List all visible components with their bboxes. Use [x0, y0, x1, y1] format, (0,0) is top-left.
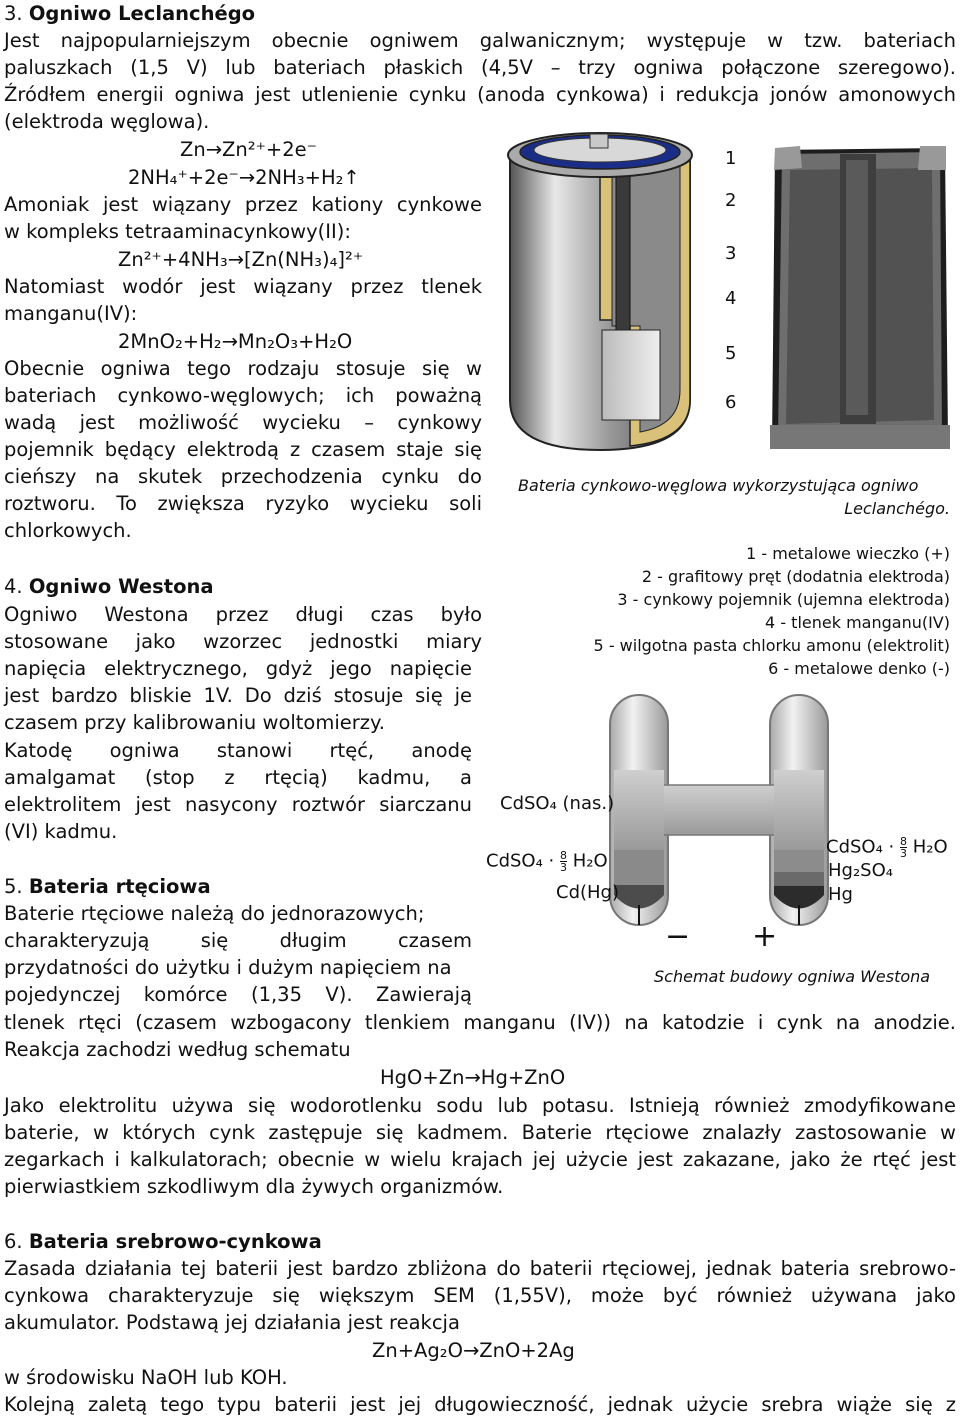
paragraph-line: Zasada działania tej baterii jest bardzo zbliżona do baterii rtęciowej, jednak bateria srebrowo-	[4, 1257, 956, 1280]
paragraph-line: cieńszy na skutek przechodzenia cynku do	[4, 465, 482, 488]
section-6-heading	[4, 1228, 322, 1255]
paragraph-line: wadą jest możliwość wycieku – cynkowy	[4, 411, 482, 434]
paragraph-line: napięcia elektrycznego, gdyż jego napięcie	[4, 657, 472, 680]
paragraph-line: Natomiast wodór jest wiązany przez tlenek	[4, 275, 482, 298]
paragraph-line: Katodę ogniwa stanowi rtęć, anodę	[4, 739, 472, 762]
section-3-heading	[4, 0, 255, 27]
equation-mercury: HgO+Zn→Hg+ZnO	[380, 1066, 566, 1089]
paragraph-line: pojemnik będący elektrodą z czasem staje się	[4, 438, 482, 461]
plus-terminal-icon: +	[752, 919, 778, 954]
equation-ammonium-reduction: 2NH₄⁺+2e⁻→2NH₃+H₂↑	[128, 166, 360, 189]
paragraph-line: Baterie rtęciowe należą do jednorazowych;	[4, 902, 425, 925]
paragraph-line: w kompleks tetraaminacynkowy(II):	[4, 220, 351, 243]
paragraph-line: amalgamat (stop z rtęcią) kadmu, a	[4, 766, 472, 789]
paragraph-line: akumulator. Podstawą jej działania jest reakcja	[4, 1311, 460, 1334]
paragraph-line: Źródłem energii ogniwa jest utlenienie cynku (anoda cynkowa) i redukcja jonów amonowych	[4, 83, 956, 106]
paragraph-line: Kolejną zaletą tego typu baterii jest jej długowieczność, jednak użycie srebra wiąże się z	[4, 1393, 956, 1416]
figure-1-caption: Leclanchégo.	[844, 499, 950, 518]
legend-item: 4 - tlenek manganu(IV)	[765, 613, 950, 632]
legend-item: 6 - metalowe denko (-)	[768, 659, 950, 678]
paragraph-line: Ogniwo Westona przez długi czas było	[4, 603, 482, 626]
weston-cell-diagram	[600, 690, 840, 940]
paragraph-line: w środowisku NaOH lub KOH.	[4, 1366, 288, 1389]
paragraph-line: (VI) kadmu.	[4, 820, 118, 843]
section-5-heading	[4, 873, 211, 900]
legend-item: 5 - wilgotna pasta chlorku amonu (elektrolit)	[593, 636, 950, 655]
legend-item: 2 - grafitowy pręt (dodatnia elektroda)	[641, 567, 950, 586]
equation-silver: Zn+Ag₂O→ZnO+2Ag	[372, 1339, 575, 1362]
equation-zn-oxidation: Zn→Zn²⁺+2e⁻	[180, 138, 317, 161]
paragraph-line: Jako elektrolitu używa się wodorotlenku sodu lub potasu. Istnieją również zmodyfikowane	[4, 1094, 956, 1117]
paragraph-line: pojedynczej komórce (1,35 V). Zawierają	[4, 983, 472, 1006]
paragraph-line: bateriach cynkowo-węglowych; ich poważną	[4, 384, 482, 407]
label-cdso4-hydrate-right: CdSO₄ · $\frac{8}{3}$ H₂O	[826, 835, 948, 860]
paragraph-line: czasem przy kalibrowaniu woltomierzy.	[4, 711, 385, 734]
paragraph-line: paluszkach (1,5 V) lub bateriach płaskich (4,5V – trzy ogniwa połączone szeregowo).	[4, 56, 956, 79]
paragraph-line: tlenek rtęci (czasem wzbogacony tlenkiem manganu (IV)) na katodzie i cynk na anodzie.	[4, 1011, 956, 1034]
section-4-number: 4.	[4, 575, 23, 598]
label-number: 3	[725, 243, 737, 264]
figure-1-caption: Bateria cynkowo-węglowa wykorzystująca ogniwo	[518, 476, 919, 495]
paragraph-line: Obecnie ogniwa tego rodzaju stosuje się w	[4, 357, 482, 380]
section-5-title: Bateria rtęciowa	[28, 875, 211, 898]
fraction: $\frac{8}{3}$	[899, 835, 907, 860]
paragraph-line: roztworu. To zwiększa ryzyko wycieku soli	[4, 492, 482, 515]
equation-zinc-complex: Zn²⁺+4NH₃→[Zn(NH₃)₄]²⁺	[118, 248, 364, 271]
battery-photo	[760, 140, 958, 460]
paragraph-line: Reakcja zachodzi według schematu	[4, 1038, 351, 1061]
label-number: 4	[725, 288, 737, 309]
paragraph-line: elektrolitem jest nasycony roztwór siarczanu	[4, 793, 472, 816]
legend-item: 1 - metalowe wieczko (+)	[746, 544, 950, 563]
battery-cutaway-illustration	[490, 120, 760, 465]
paragraph-line: charakteryzują się długim czasem	[4, 929, 472, 952]
paragraph-line: stosowane jako wzorzec jednostki miary	[4, 630, 482, 653]
section-6-number: 6.	[4, 1230, 23, 1253]
label-mercury: Hg	[828, 884, 853, 905]
section-4-heading	[4, 573, 214, 600]
paragraph-line: Jest najpopularniejszym obecnie ogniwem galwanicznym; występuje w tzw. bateriach	[4, 29, 956, 52]
paragraph-line: jest bardzo bliskie 1V. Do dziś stosuje się je	[4, 684, 472, 707]
paragraph-line: Amoniak jest wiązany przez kationy cynkowe	[4, 193, 482, 216]
label-mercurous-sulfate: Hg₂SO₄	[828, 860, 893, 881]
section-5-number: 5.	[4, 875, 23, 898]
paragraph-line: pierwiastkiem szkodliwym dla żywych organizmów.	[4, 1175, 504, 1198]
section-3-title: Ogniwo Leclanchégo	[28, 2, 256, 25]
paragraph-line: manganu(IV):	[4, 302, 138, 325]
paragraph-line: cynkowa charakteryzuje się większym SEM (1,55V), może być również używana jako	[4, 1284, 956, 1307]
label-cadmium-amalgam: Cd(Hg)	[556, 882, 619, 903]
legend-item: 3 - cynkowy pojemnik (ujemna elektroda)	[617, 590, 950, 609]
paragraph-line: (elektroda węglowa).	[4, 110, 210, 133]
label-number: 5	[725, 343, 737, 364]
paragraph-line: baterie, w których cynk zastępuje się kadmem. Baterie rtęciowe znalazły zastosowanie w	[4, 1121, 956, 1144]
paragraph-line: zegarkach i kalkulatorach; obecnie w wielu krajach jej użycie jest zakazane, jako że rtęć jest	[4, 1148, 956, 1171]
label-cdso4-saturated: CdSO₄ (nas.)	[500, 793, 615, 814]
minus-terminal-icon: −	[665, 919, 691, 954]
paragraph-line: przydatności do użytku i dużym napięciem na	[4, 956, 452, 979]
equation-manganese: 2MnO₂+H₂→Mn₂O₃+H₂O	[118, 330, 353, 353]
label-cdso4-hydrate-left: CdSO₄ · $\frac{8}{3}$ H₂O	[486, 849, 608, 874]
section-6-title: Bateria srebrowo-cynkowa	[28, 1230, 322, 1253]
paragraph-line: chlorkowych.	[4, 519, 132, 542]
section-4-title: Ogniwo Westona	[28, 575, 214, 598]
fraction: $\frac{8}{3}$	[559, 849, 567, 874]
label-number: 6	[725, 392, 737, 413]
section-3-number: 3.	[4, 2, 23, 25]
label-number: 1	[725, 148, 737, 169]
label-number: 2	[725, 190, 737, 211]
figure-2-caption: Schemat budowy ogniwa Westona	[654, 967, 931, 986]
